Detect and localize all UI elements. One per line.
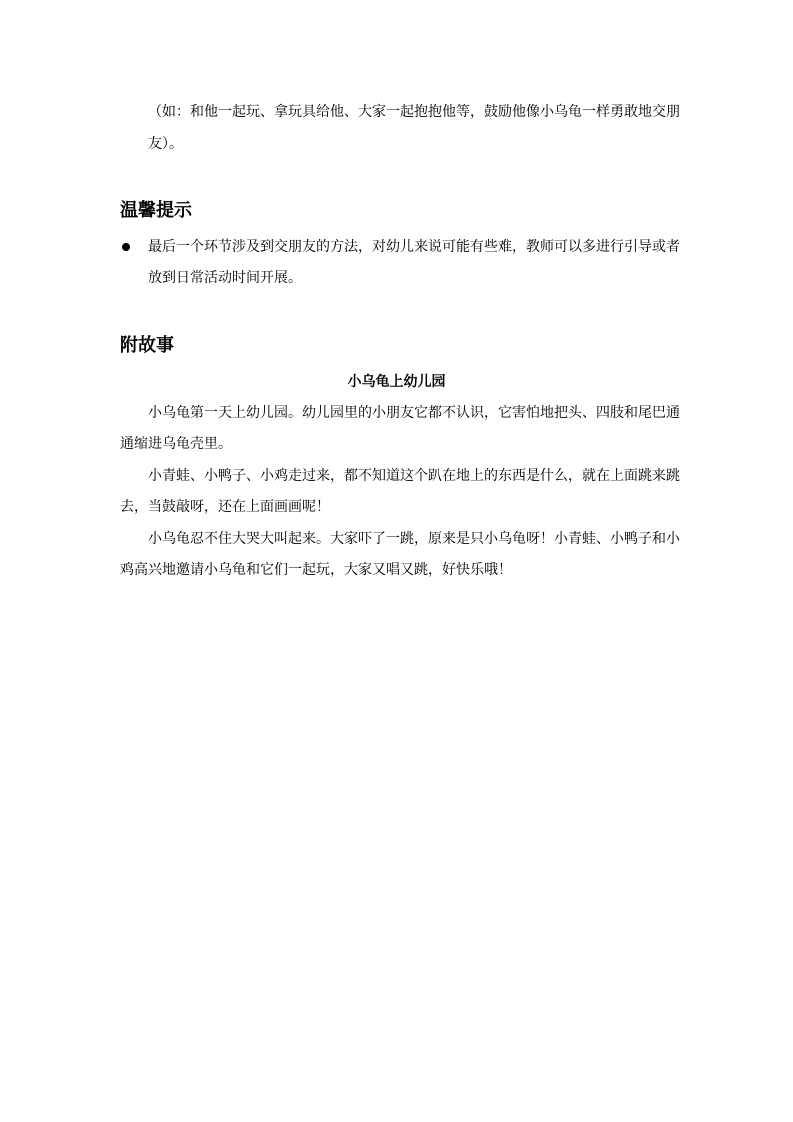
story-paragraph-3-line-1: 小乌龟忍不住大哭大叫起来。大家吓了一跳，原来是只小乌龟呀！小青蛙、小鸭子和小 xyxy=(148,531,680,547)
story-paragraph-1-line-2: 通缩进乌龟壳里。 xyxy=(120,436,232,452)
tips-item-line-2: 放到日常活动时间开展。 xyxy=(148,270,302,286)
bullet-icon xyxy=(122,243,130,251)
intro-line-2: 友）。 xyxy=(148,136,183,152)
tips-item-line-1: 最后一个环节涉及到交朋友的方法，对幼儿来说可能有些难，教师可以多进行引导或者 xyxy=(148,239,680,255)
story-title: 小乌龟上幼儿园 xyxy=(347,374,446,390)
story-paragraph-3-line-2: 鸡高兴地邀请小乌龟和它们一起玩，大家又唱又跳，好快乐哦！ xyxy=(120,562,512,578)
intro-line-1: （如：和他一起玩、拿玩具给他、大家一起抱抱他等，鼓励他像小乌龟一样勇敢地交朋 xyxy=(148,104,680,120)
story-paragraph-1-line-1: 小乌龟第一天上幼儿园。幼儿园里的小朋友它都不认识，它害怕地把头、四肢和尾巴通 xyxy=(148,405,680,421)
story-heading: 附故事 xyxy=(120,335,174,356)
story-paragraph-2-line-2: 去，当鼓敲呀，还在上面画画呢！ xyxy=(120,499,330,515)
tips-heading: 温馨提示 xyxy=(120,200,192,221)
story-paragraph-2-line-1: 小青蛙、小鸭子、小鸡走过来，都不知道这个趴在地上的东西是什么，就在上面跳来跳 xyxy=(148,468,680,484)
